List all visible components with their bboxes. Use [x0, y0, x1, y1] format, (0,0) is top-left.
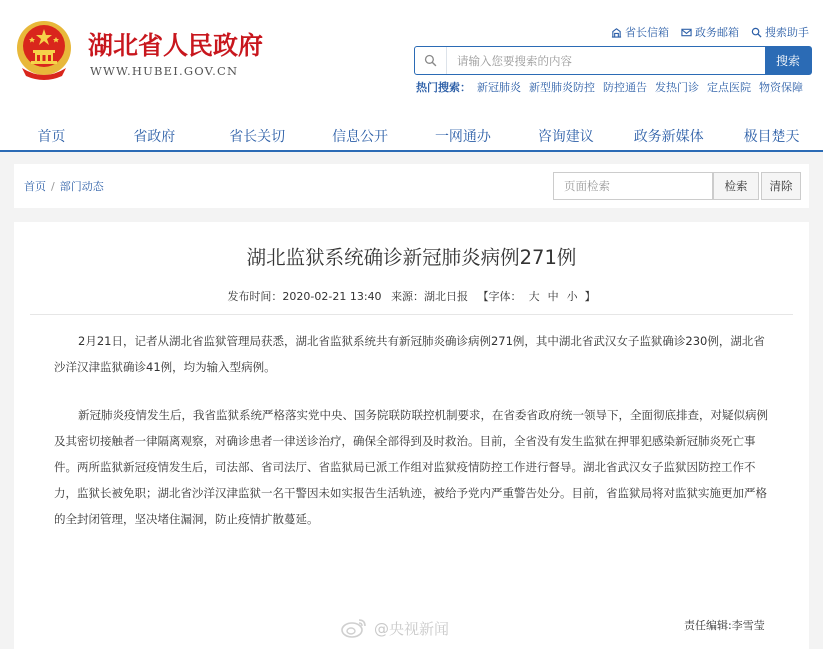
gov-mail-link[interactable]: [681, 24, 739, 40]
breadcrumb-home[interactable]: 首页: [24, 180, 46, 193]
search-input[interactable]: [447, 47, 765, 74]
main-nav: [0, 124, 823, 152]
article: [14, 222, 809, 649]
site-domain: WWW.HUBEI.GOV.CN: [90, 64, 239, 78]
font-size-label: 【字体：: [477, 290, 522, 303]
weibo-icon: [340, 617, 368, 639]
hot-search-item[interactable]: 防控通告: [603, 81, 647, 94]
font-size-medium[interactable]: 中: [547, 290, 559, 303]
nav-item-consult-advice[interactable]: 咨询建议: [537, 129, 594, 145]
toplink-label: 搜索助手: [765, 26, 809, 39]
nav-item-info-disclosure[interactable]: 信息公开: [332, 129, 389, 145]
building-icon: [611, 27, 622, 38]
clear-button[interactable]: 清除: [761, 172, 801, 200]
mail-icon: [681, 27, 692, 38]
breadcrumb-current[interactable]: 部门动态: [59, 180, 104, 193]
font-size-small[interactable]: 小: [566, 290, 578, 303]
font-size-large[interactable]: 大: [528, 290, 540, 303]
governor-mailbox-link[interactable]: [611, 24, 669, 40]
hot-search-label: 热门搜索：: [416, 81, 471, 94]
site-search: [414, 46, 812, 75]
nav-item-province-gov[interactable]: 省政府: [133, 129, 176, 145]
national-emblem-icon: [12, 18, 76, 82]
breadcrumb: [24, 178, 104, 194]
article-title: 湖北监狱系统确诊新冠肺炎病例271例: [246, 246, 577, 269]
watermark-text: @央视新闻: [374, 619, 450, 638]
search-icon: [415, 47, 447, 74]
article-paragraph: 2月21日，记者从湖北省监狱管理局获悉，湖北省监狱系统共有新冠肺炎确诊病例271例，其中湖北省武汉女子监狱确诊230例，湖北省沙洋汉津监狱确诊41例，均为输入型病例。: [54, 334, 765, 374]
search-icon: [751, 27, 762, 38]
search-assistant-link[interactable]: [751, 24, 809, 40]
font-size-end: 】: [584, 290, 596, 303]
hot-search-item[interactable]: 物资保障: [759, 81, 803, 94]
hot-search-item[interactable]: 新冠肺炎: [477, 81, 521, 94]
responsible-editor: 责任编辑:李雪莹: [684, 619, 765, 632]
article-paragraph: 新冠肺炎疫情发生后，我省监狱系统严格落实党中央、国务院联防联控机制要求，在省委省政府统一领导下，全面彻底排查，对疑似病例及其密切接触者一律隔离观察，对确诊患者一律送诊治疗，确保全部得到及时救治。目前，全省没有发生监狱在押罪犯感染新冠肺炎死亡事件。两所监狱新冠疫情发生后，司法部、省司法厅、省监狱局已派工作组对监狱疫情防控工作进行督导。湖北省武汉女子监狱因防控工作不力，监狱长被免职；湖北省沙洋汉津监狱一名干警因未如实报告生活轨迹，被给予党内严重警告处分。目前，省监狱局将对监狱实施更加严格的全封闭管理，坚决堵住漏洞，防止疫情扩散蔓延。: [54, 408, 768, 526]
breadcrumb-bar: [14, 164, 809, 208]
article-source: 来源：湖北日报: [391, 290, 469, 303]
breadcrumb-separator: /: [51, 180, 55, 193]
page-search-button[interactable]: 检索: [713, 172, 759, 200]
hot-search: [416, 79, 816, 96]
watermark: [340, 617, 449, 639]
page-search-input[interactable]: [553, 172, 713, 200]
nav-item-governor-concerns[interactable]: 省长关切: [229, 129, 286, 145]
site-title[interactable]: 湖北省人民政府: [88, 31, 264, 60]
nav-item-new-media[interactable]: 政务新媒体: [633, 129, 704, 145]
hot-search-item[interactable]: 新型肺炎防控: [529, 81, 595, 94]
publish-time: 发布时间：2020-02-21 13:40: [227, 290, 382, 303]
toplink-label: 政务邮箱: [695, 26, 739, 39]
hot-search-item[interactable]: 发热门诊: [655, 81, 699, 94]
divider: [30, 314, 793, 315]
article-meta: [14, 288, 809, 304]
nav-item-home[interactable]: 首页: [37, 129, 66, 145]
hot-search-item[interactable]: 定点医院: [707, 81, 751, 94]
nav-item-jimu-chutian[interactable]: 极目楚天: [743, 129, 800, 145]
toplink-label: 省长信箱: [625, 26, 669, 39]
site-header: [0, 0, 823, 152]
top-links: [611, 24, 809, 40]
search-button[interactable]: 搜索: [765, 47, 811, 74]
nav-item-one-stop-service[interactable]: 一网通办: [434, 129, 491, 145]
